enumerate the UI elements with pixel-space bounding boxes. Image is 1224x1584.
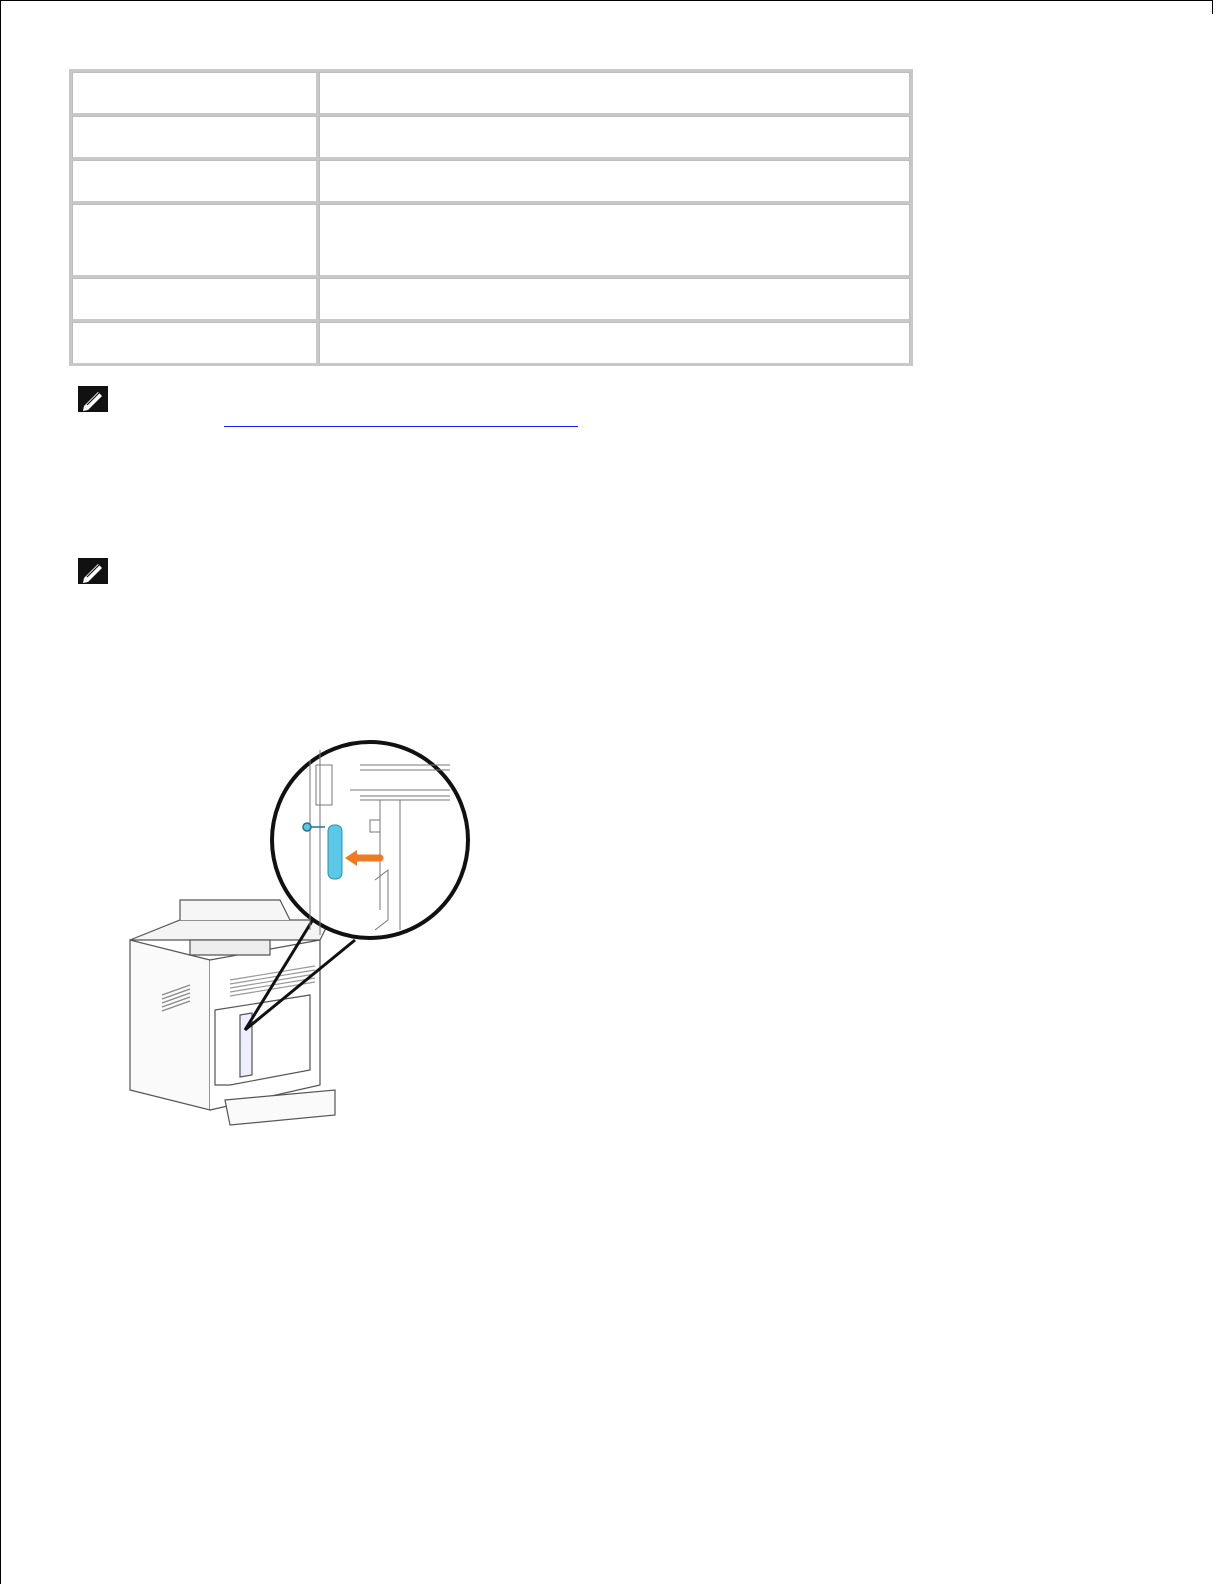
link-underline[interactable] <box>224 426 578 427</box>
table-row <box>72 322 910 363</box>
table-row <box>72 160 910 204</box>
note-pencil-icon <box>78 386 108 412</box>
printer-card-installation-illustration <box>120 740 480 1130</box>
table-cell <box>319 278 910 322</box>
table-row <box>72 278 910 322</box>
table-cell <box>72 278 319 322</box>
table-row <box>72 204 910 278</box>
page-border-top <box>0 0 1213 1</box>
table-cell <box>319 160 910 204</box>
page-border-right <box>1212 0 1213 14</box>
table-cell <box>319 116 910 160</box>
table-cell <box>319 72 910 116</box>
table-cell <box>72 116 319 160</box>
table-row <box>72 116 910 160</box>
table-cell <box>72 204 319 278</box>
page-border-left <box>0 0 1 1584</box>
table-cell <box>72 160 319 204</box>
table-row <box>72 72 910 116</box>
table-cell <box>72 72 319 116</box>
spec-table <box>69 69 913 366</box>
note-pencil-icon <box>78 558 108 584</box>
table-cell <box>319 322 910 363</box>
table-cell <box>72 322 319 363</box>
table-cell <box>319 204 910 278</box>
